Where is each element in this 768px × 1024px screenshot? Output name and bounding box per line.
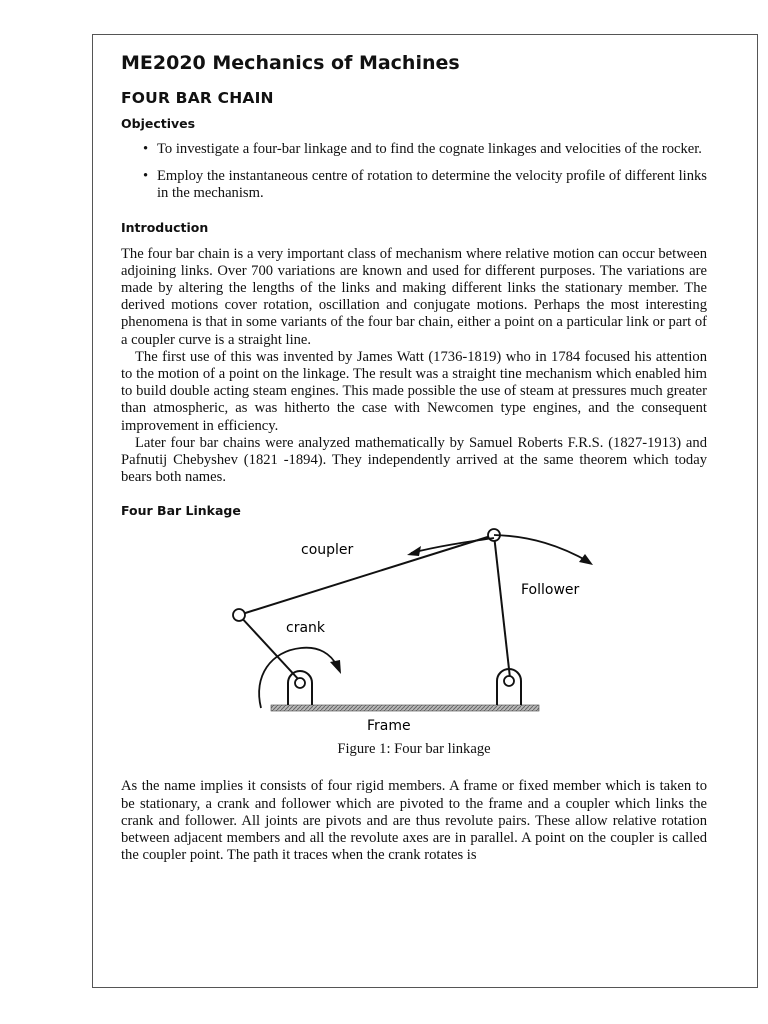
follower-link	[494, 535, 510, 678]
page-content	[121, 49, 707, 864]
follower-ground-pivot	[504, 676, 514, 686]
crank-coupler-joint	[233, 609, 245, 621]
objective-item: • Employ the instantaneous centre of rotation to determine the velocity profile of different links in the mechanism.	[121, 168, 707, 202]
crank-rotation-arrowhead	[330, 660, 341, 674]
intro-paragraph: Later four bar chains were analyzed mathematically by Samuel Roberts F.R.S. (1827-1913) and Pafnutij Chebyshev (1821 -1894). They independently arrived at the same theorem which today bears both names.	[121, 434, 707, 486]
introduction-heading: Introduction	[121, 219, 209, 235]
coupler-curve-arrowhead	[579, 554, 593, 565]
four-bar-linkage-figure	[121, 526, 707, 756]
linkage-diagram	[121, 526, 707, 756]
document-page	[92, 34, 758, 988]
intro-paragraph: The four bar chain is a very important class of mechanism where relative motion can occur between adjoining links. Over 700 variations are known and used for different purposes. The variations are made by altering the lengths of the links and making different links the stationary member. The derived motions cover rotation, oscillation and conjugate motions. Perhaps the most interesting phenomena is that in some variants of the four bar chain, either a point on a particular link or part of a coupler curve is a straight line.	[121, 245, 707, 348]
course-title: ME2020 Mechanics of Machines	[121, 52, 460, 74]
follower-label: Follower	[521, 582, 580, 599]
objectives-heading: Objectives	[121, 116, 196, 131]
figure-caption: Figure 1: Four bar linkage	[337, 741, 491, 758]
coupler-motion-arrow	[411, 538, 494, 553]
coupler-link	[239, 535, 494, 615]
four-bar-linkage-heading: Four Bar Linkage	[121, 503, 241, 519]
objective-item: • To investigate a four-bar linkage and to find the cognate linkages and velocities of the rocker.	[121, 141, 707, 158]
intro-paragraph: The first use of this was invented by James Watt (1736-1819) who in 1784 focused his attention to the motion of a point on the linkage. The result was a straight tine mechanism which enabled him to build double acting steam engines. This made possible the use of steam at pressures much greater than atmospheric, as was hitherto the case with Newcomen type engines, and the consequent improvement in efficiency.	[121, 348, 707, 434]
crank-label: crank	[286, 620, 326, 637]
objectives-list	[121, 141, 707, 203]
linkage-paragraph: As the name implies it consists of four rigid members. A frame or fixed member which is taken to be stationary, a crank and follower which are pivoted to the frame and a coupler which links the crank and follower. All joints are pivots and are thus revolute pairs. These allow relative rotation between adjacent members and all the revolute axes are in parallel. A point on the coupler is called the coupler point. The path it traces when the crank rotates is	[121, 778, 707, 864]
coupler-curve-arrow	[494, 535, 589, 562]
coupler-arrowhead	[407, 546, 421, 556]
section-title: FOUR BAR CHAIN	[121, 89, 274, 107]
coupler-label: coupler	[301, 542, 354, 559]
frame-label: Frame	[367, 718, 411, 735]
frame-ground	[271, 705, 539, 711]
crank-ground-pivot	[295, 678, 305, 688]
